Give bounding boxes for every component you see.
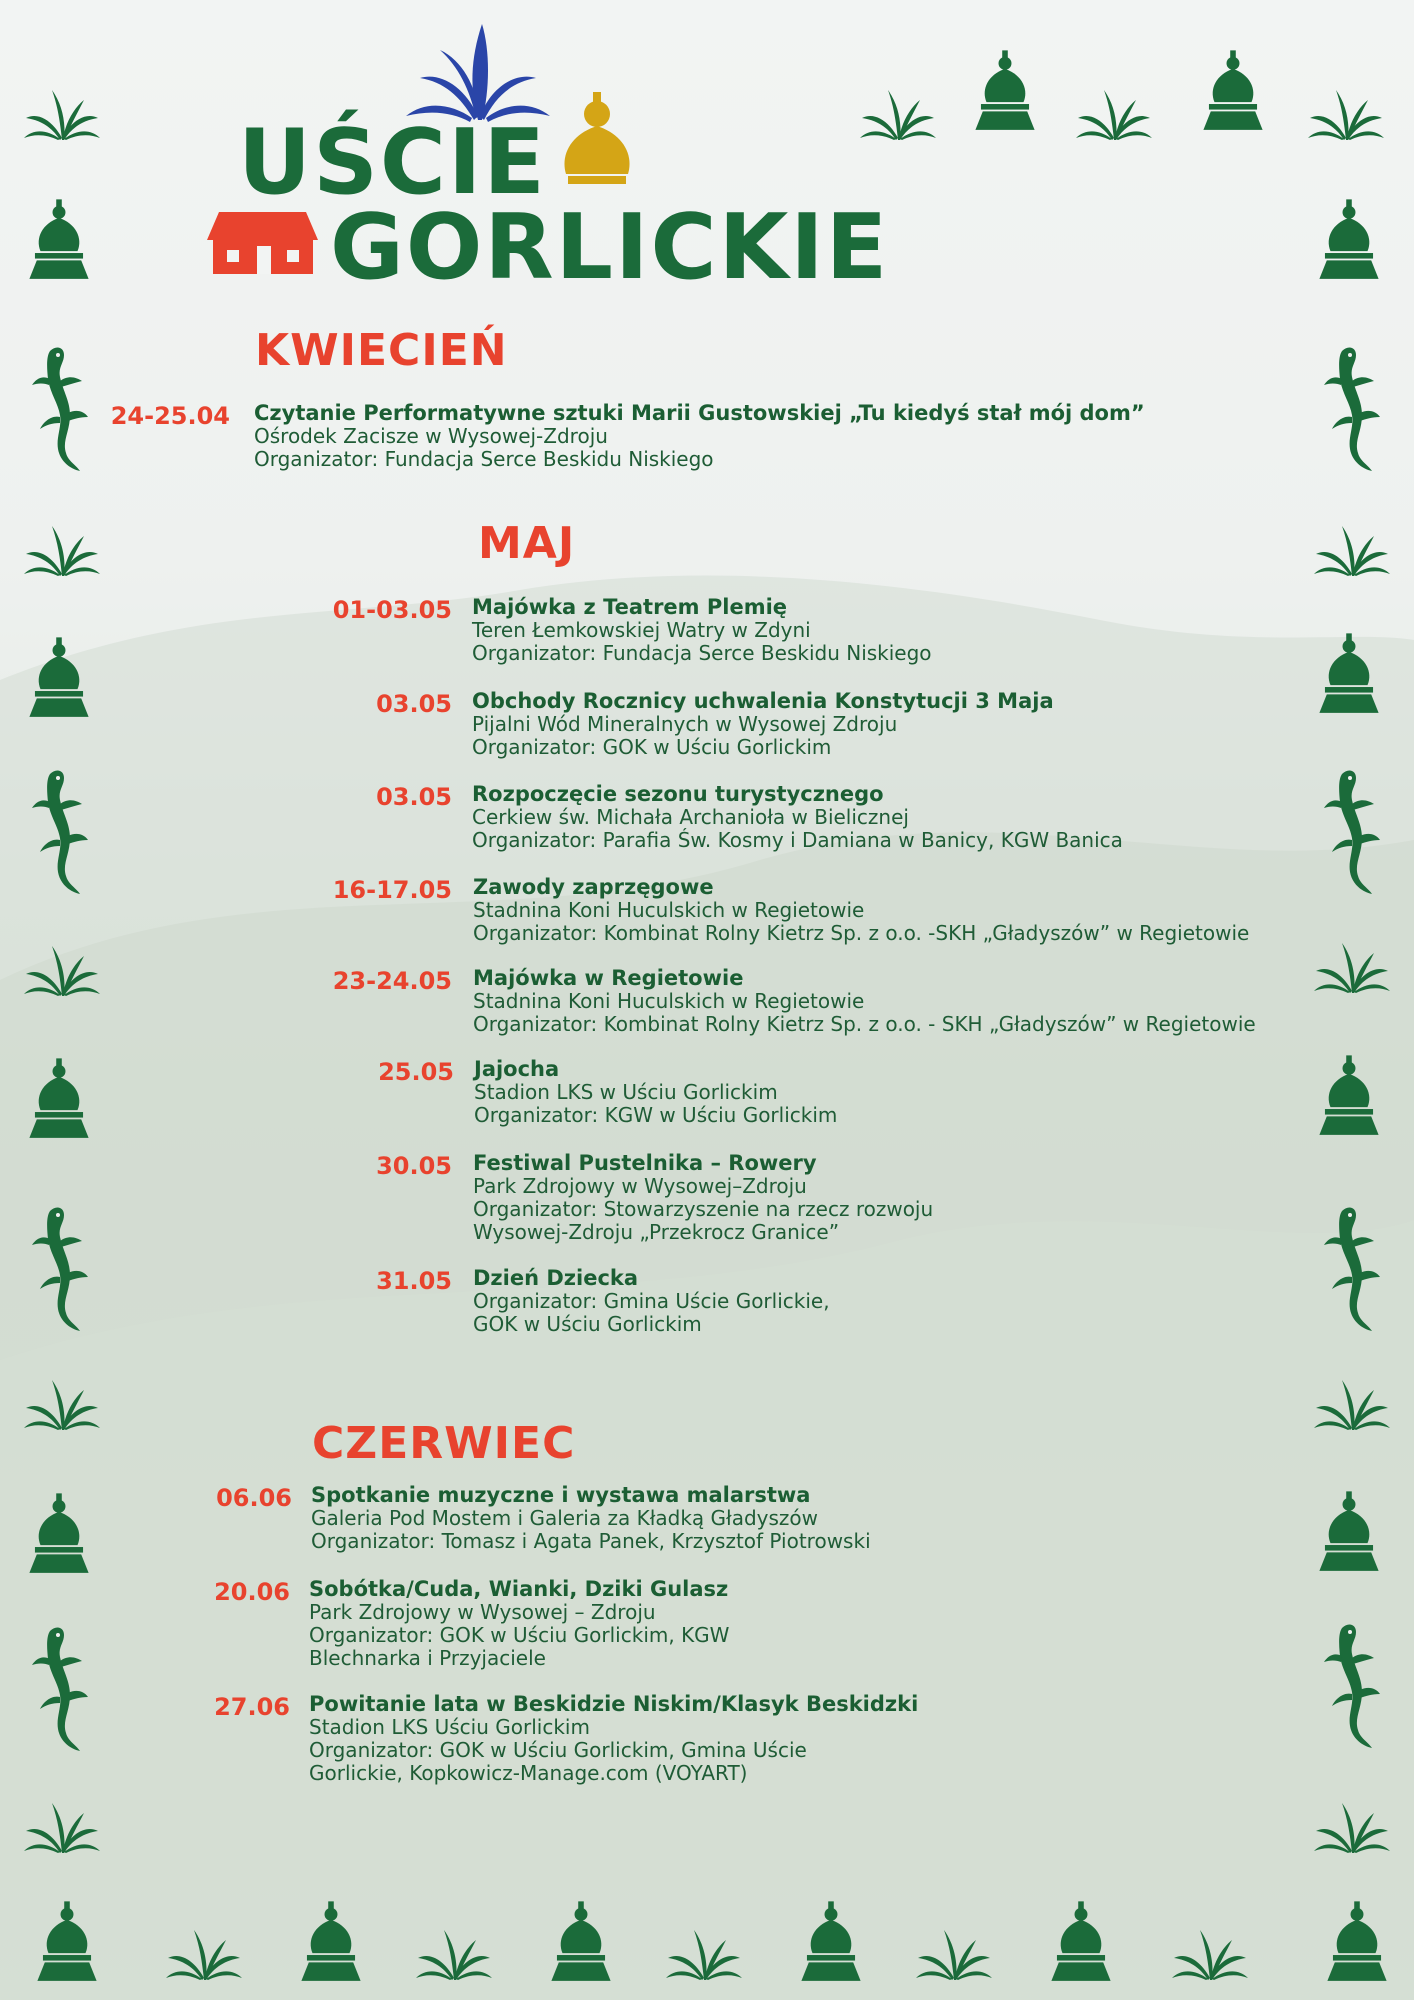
- event-title: Zawody zaprzęgowe: [473, 875, 714, 899]
- church-icon: [794, 1898, 868, 1988]
- church-icon: [1312, 630, 1386, 720]
- logo-line-2: GORLICKIE: [330, 195, 890, 300]
- plant-icon: [1074, 82, 1154, 142]
- event-location: Ośrodek Zacisze w Wysowej-Zdroju: [254, 424, 608, 448]
- plant-icon: [22, 82, 102, 142]
- event-organizer: Organizator: Fundacja Serce Beskidu Niskiego: [254, 447, 714, 471]
- event-location: Park Zdrojowy w Wysowej–Zdroju: [473, 1174, 807, 1198]
- event-organizer-cont: Blechnarka i Przyjaciele: [309, 1646, 546, 1670]
- event-organizer-cont: Wysowej-Zdroju „Przekrocz Granice”: [473, 1220, 840, 1244]
- month-heading-june: CZERWIEC: [312, 1418, 576, 1469]
- plant-icon: [22, 938, 102, 998]
- church-icon: [22, 1055, 96, 1145]
- plant-icon: [22, 1795, 102, 1855]
- event-location: Galeria Pod Mostem i Galeria za Kładką Gładyszów: [311, 1506, 819, 1530]
- event-organizer: Organizator: Parafia Św. Kosmy i Damiana w Banicy, KGW Banica: [472, 828, 1123, 852]
- lizard-icon: [1322, 1622, 1382, 1752]
- church-icon: [22, 634, 96, 724]
- church-icon: [1320, 1898, 1394, 1988]
- lizard-icon: [30, 1205, 90, 1335]
- church-icon: [1312, 1488, 1386, 1578]
- lizard-icon: [30, 768, 90, 898]
- church-icon: [544, 1898, 618, 1988]
- logo-line-1: UŚCIE: [238, 110, 547, 215]
- plant-icon: [22, 518, 102, 578]
- event-date: 27.06: [214, 1693, 290, 1721]
- month-heading-may: MAJ: [478, 518, 576, 569]
- church-icon: [22, 1490, 96, 1580]
- event-location: Stadnina Koni Huculskich w Regietowie: [473, 898, 865, 922]
- event-date: 16-17.05: [332, 876, 452, 904]
- church-icon: [1312, 196, 1386, 286]
- house-icon: [205, 210, 320, 275]
- plant-icon: [1312, 518, 1392, 578]
- plant-icon: [664, 1922, 744, 1982]
- event-date: 31.05: [376, 1267, 452, 1295]
- event-location: Cerkiew św. Michała Archanioła w Bielicznej: [472, 805, 909, 829]
- church-icon: [968, 50, 1042, 134]
- plant-icon: [1312, 935, 1392, 995]
- plant-icon: [414, 1922, 494, 1982]
- lizard-icon: [1322, 1205, 1382, 1335]
- church-icon: [294, 1898, 368, 1988]
- plant-icon: [22, 1372, 102, 1432]
- lizard-icon: [30, 1625, 90, 1755]
- lizard-icon: [1322, 345, 1382, 475]
- event-date: 03.05: [376, 690, 452, 718]
- church-icon: [1196, 50, 1270, 134]
- plant-icon: [1312, 1795, 1392, 1855]
- church-icon: [22, 196, 96, 286]
- plant-icon: [164, 1922, 244, 1982]
- event-date: 20.06: [214, 1578, 290, 1606]
- event-title: Powitanie lata w Beskidzie Niskim/Klasyk Beskidzki: [309, 1692, 919, 1716]
- event-title: Jajocha: [474, 1057, 560, 1081]
- event-date: 24-25.04: [110, 402, 230, 430]
- month-heading-april: KWIECIEŃ: [255, 325, 508, 376]
- event-organizer: Organizator: Gmina Uście Gorlickie,: [473, 1289, 830, 1313]
- event-organizer: Organizator: Tomasz i Agata Panek, Krzysztof Piotrowski: [311, 1529, 871, 1553]
- plant-icon: [1170, 1922, 1250, 1982]
- event-location: Teren Łemkowskiej Watry w Zdyni: [472, 618, 811, 642]
- event-title: Sobótka/Cuda, Wianki, Dziki Gulasz: [309, 1577, 729, 1601]
- event-organizer: Organizator: Fundacja Serce Beskidu Niskiego: [472, 641, 932, 665]
- event-organizer-cont: GOK w Uściu Gorlickim: [473, 1312, 702, 1336]
- event-title: Festiwal Pustelnika – Rowery: [473, 1151, 817, 1175]
- event-date: 30.05: [376, 1152, 452, 1180]
- event-organizer: Organizator: Kombinat Rolny Kietrz Sp. z o.o. - SKH „Gładyszów” w Regietowie: [473, 1012, 1256, 1036]
- plant-icon: [1312, 1372, 1392, 1432]
- golden-dome-icon: [552, 92, 642, 187]
- plant-icon: [1306, 82, 1386, 142]
- plant-icon: [858, 82, 938, 142]
- event-location: Stadnina Koni Huculskich w Regietowie: [473, 989, 865, 1013]
- church-icon: [30, 1898, 104, 1988]
- church-icon: [1312, 1052, 1386, 1142]
- lizard-icon: [30, 345, 90, 475]
- event-organizer: Organizator: GOK w Uściu Gorlickim: [472, 735, 832, 759]
- event-location: Park Zdrojowy w Wysowej – Zdroju: [309, 1600, 656, 1624]
- event-organizer: Organizator: Kombinat Rolny Kietrz Sp. z o.o. -SKH „Gładyszów” w Regietowie: [473, 921, 1250, 945]
- event-date: 03.05: [376, 783, 452, 811]
- event-title: Majówka w Regietowie: [473, 966, 744, 990]
- event-title: Dzień Dziecka: [473, 1266, 639, 1290]
- event-organizer: Organizator: GOK w Uściu Gorlickim, KGW: [309, 1623, 730, 1647]
- event-title: Czytanie Performatywne sztuki Marii Gustowskiej „Tu kiedyś stał mój dom”: [254, 401, 1145, 425]
- event-organizer: Organizator: KGW w Uściu Gorlickim: [474, 1103, 838, 1127]
- lizard-icon: [1322, 768, 1382, 898]
- event-location: Stadion LKS w Uściu Gorlickim: [474, 1080, 778, 1104]
- plant-icon: [914, 1922, 994, 1982]
- event-date: 23-24.05: [332, 967, 452, 995]
- event-location: Stadion LKS Uściu Gorlickim: [309, 1715, 590, 1739]
- event-date: 06.06: [216, 1484, 292, 1512]
- event-organizer-cont: Gorlickie, Kopkowicz-Manage.com (VOYART): [309, 1761, 748, 1785]
- event-title: Spotkanie muzyczne i wystawa malarstwa: [311, 1483, 811, 1507]
- event-organizer: Organizator: Stowarzyszenie na rzecz rozwoju: [473, 1197, 934, 1221]
- event-organizer: Organizator: GOK w Uściu Gorlickim, Gmina Uście: [309, 1738, 807, 1762]
- church-icon: [1044, 1898, 1118, 1988]
- event-title: Rozpoczęcie sezonu turystycznego: [472, 782, 884, 806]
- event-location: Pijalni Wód Mineralnych w Wysowej Zdroju: [472, 712, 898, 736]
- event-date: 01-03.05: [332, 596, 452, 624]
- event-title: Majówka z Teatrem Plemię: [472, 595, 788, 619]
- event-date: 25.05: [378, 1058, 454, 1086]
- event-title: Obchody Rocznicy uchwalenia Konstytucji 3 Maja: [472, 689, 1054, 713]
